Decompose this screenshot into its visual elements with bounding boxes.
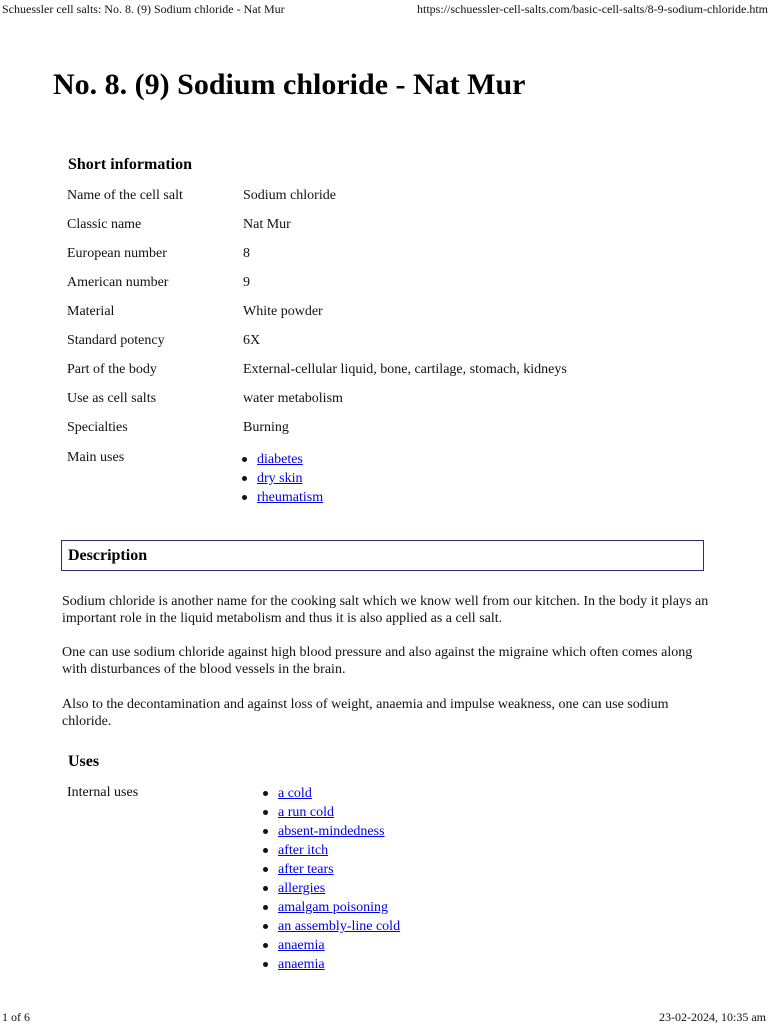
- info-label: Standard potency: [67, 333, 165, 348]
- info-value: White powder: [243, 304, 323, 319]
- internal-use-link[interactable]: anaemia: [278, 938, 325, 953]
- internal-use-link[interactable]: after itch: [278, 843, 329, 858]
- info-row-american-number: [67, 271, 707, 300]
- description-heading-box: [61, 540, 704, 571]
- page-counter: 1 of 6: [2, 1010, 30, 1024]
- info-row-european-number: [67, 242, 707, 271]
- description-paragraph: One can use sodium chloride against high blood pressure and also against the migraine which often comes along with disturbances of the blood vessels in the brain.: [62, 645, 693, 677]
- description-heading: Description: [68, 547, 148, 564]
- internal-use-link[interactable]: a run cold: [278, 805, 334, 820]
- info-label: European number: [67, 246, 167, 261]
- main-uses-list: [235, 450, 707, 507]
- info-row-specialties: [67, 416, 707, 445]
- info-row-main-uses: [67, 445, 707, 507]
- internal-uses-list: [256, 784, 707, 974]
- description-paragraph: Sodium chloride is another name for the cooking salt which we know well from our kitchen. In the body it plays an important role in the liquid metabolism and thus it is also applied as a cell salt.: [62, 594, 709, 626]
- list-item: [256, 955, 707, 974]
- info-label: Name of the cell salt: [67, 188, 183, 203]
- info-label: Specialties: [67, 420, 128, 435]
- short-info-table: [67, 184, 707, 507]
- short-info-heading: Short information: [68, 156, 192, 173]
- info-row-use-as-cell-salt: [67, 387, 707, 416]
- list-item: [256, 784, 707, 803]
- list-item: [235, 450, 707, 469]
- info-value: Sodium chloride: [243, 188, 336, 203]
- internal-use-link[interactable]: amalgam poisoning: [278, 900, 389, 915]
- internal-use-link[interactable]: a cold: [278, 786, 312, 801]
- internal-uses-value: [256, 782, 707, 974]
- description-paragraph: Also to the decontamination and against loss of weight, anaemia and impulse weakness, one can use sodium chloride.: [62, 697, 669, 729]
- info-value: Nat Mur: [243, 217, 291, 232]
- list-item: [256, 936, 707, 955]
- info-value: External-cellular liquid, bone, cartilage, stomach, kidneys: [243, 362, 567, 377]
- list-item: [256, 841, 707, 860]
- main-use-link[interactable]: dry skin: [257, 471, 303, 486]
- list-item: [256, 822, 707, 841]
- info-value: 6X: [243, 333, 261, 348]
- uses-label: Internal uses: [67, 785, 139, 800]
- internal-use-link[interactable]: anaemia: [278, 957, 325, 972]
- list-item: [256, 898, 707, 917]
- info-row-name: [67, 184, 707, 213]
- info-row-part-of-body: [67, 358, 707, 387]
- main-use-link[interactable]: diabetes: [257, 452, 303, 467]
- list-item: [256, 917, 707, 936]
- info-row-classic-name: [67, 213, 707, 242]
- list-item: [235, 469, 707, 488]
- list-item: [235, 488, 707, 507]
- info-label: Use as cell salts: [67, 391, 157, 406]
- uses-heading: Uses: [68, 753, 100, 770]
- print-header-title: Schuessler cell salts: No. 8. (9) Sodium chloride - Nat Mur: [2, 2, 285, 16]
- info-label: Part of the body: [67, 362, 157, 377]
- main-use-link[interactable]: rheumatism: [257, 490, 324, 505]
- print-header-url: https://schuessler-cell-salts.com/basic-cell-salts/8-9-sodium-chloride.htm: [416, 2, 768, 16]
- info-label: Material: [67, 304, 115, 319]
- info-row-standard-potency: [67, 329, 707, 358]
- internal-use-link[interactable]: absent-mindedness: [278, 824, 385, 839]
- info-value: 8: [243, 246, 250, 261]
- info-value: Burning: [243, 420, 289, 435]
- print-header: [0, 0, 768, 18]
- info-label: American number: [67, 275, 169, 290]
- internal-use-link[interactable]: after tears: [278, 862, 334, 877]
- info-label: Classic name: [67, 217, 142, 232]
- print-date: 23-02-2024, 10:35 am: [659, 1010, 766, 1024]
- list-item: [256, 879, 707, 898]
- main-uses-value: [235, 445, 707, 507]
- info-row-material: [67, 300, 707, 329]
- info-value: water metabolism: [243, 391, 343, 406]
- uses-table: [67, 782, 707, 974]
- list-item: [256, 860, 707, 879]
- info-label: Main uses: [67, 450, 125, 465]
- list-item: [256, 803, 707, 822]
- print-footer: [0, 1008, 768, 1024]
- page-title: No. 8. (9) Sodium chloride - Nat Mur: [53, 68, 526, 101]
- uses-row-internal: [67, 782, 707, 974]
- internal-use-link[interactable]: allergies: [278, 881, 326, 896]
- info-value: 9: [243, 275, 250, 290]
- internal-use-link[interactable]: an assembly-line cold: [278, 919, 401, 934]
